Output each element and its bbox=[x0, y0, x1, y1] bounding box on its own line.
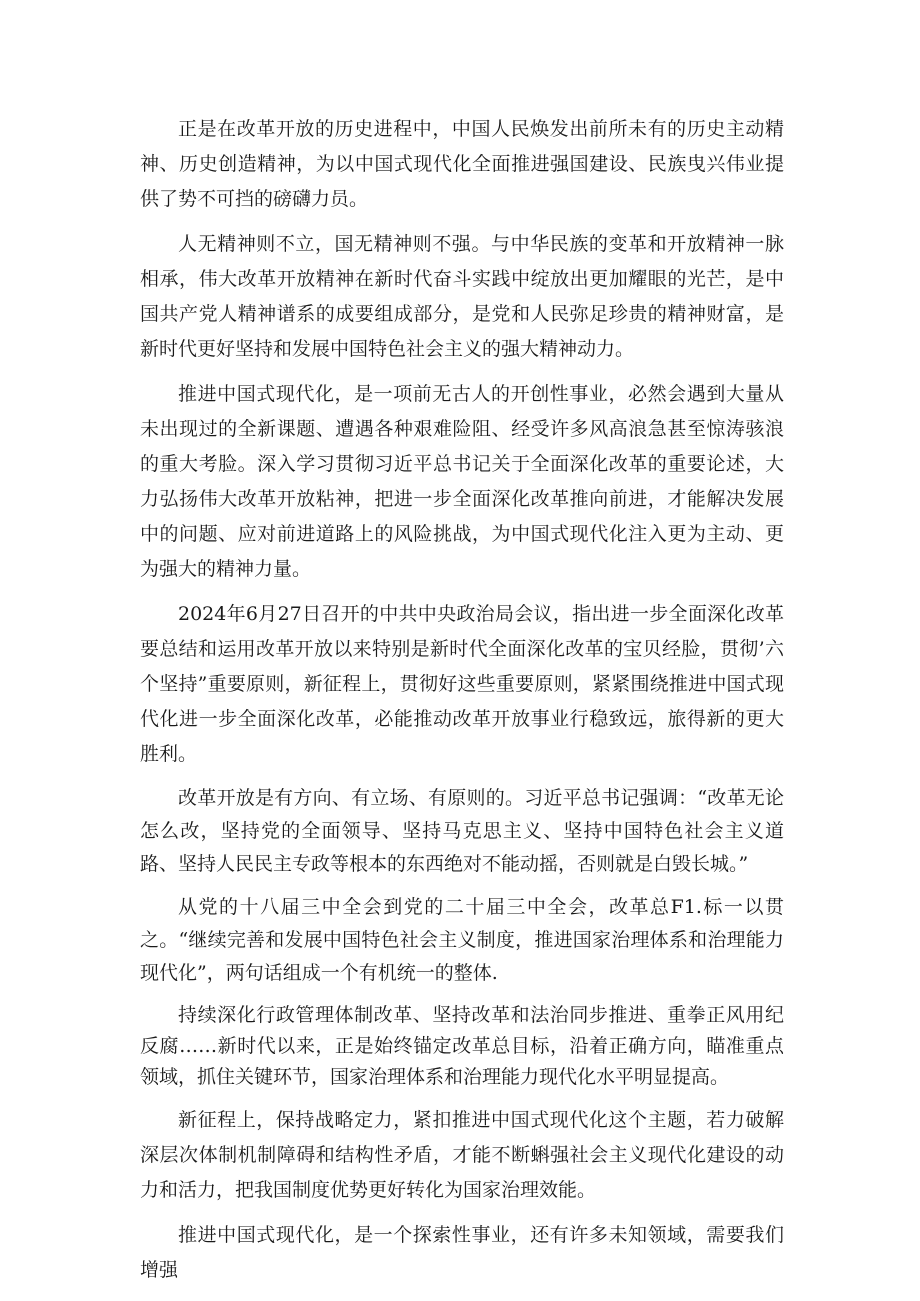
paragraph-5: 改革开放是有方向、有立场、有原则的。习近平总书记强调：“改革无论怎么改，坚持党的全面领导、坚持马克思主义、坚持中国特色社会主义道路、坚持人民民主专政等根本的东西绝对不能动摇，否则就是白毁长城。” bbox=[140, 787, 784, 875]
paragraph-2: 人无精神则不立，国无精神则不强。与中华民族的变革和开放精神一脉相承，伟大改革开放精神在新时代奋斗实践中绽放出更加耀眼的光芒，是中国共产党人精神谱系的成要组成部分，是党和人民弥足珍贵的精神财富，是新时代更好坚持和发展中国特色社会主义的强大精神动力。 bbox=[140, 233, 784, 360]
paragraph-9: 推进中国式现代化，是一个探索性事业，还有许多未知领域，需要我们增强 bbox=[140, 1224, 784, 1281]
paragraph-1: 正是在改革开放的历史进程中，中国人民焕发出前所未有的历史主动精神、历史创造精神，为以中国式现代化全面推进强国建设、民族曳兴伟业提供了势不可挡的磅礴力员。 bbox=[140, 118, 784, 210]
paragraph-4: 2024年6月27日召开的中共中央政治局会议，指出进一步全面深化改革要总结和运用改革开放以来特别是新时代全面深化改革的宝贝经脸，贯彻’六个坚持”重要原则，新征程上，贯彻好这些重要原则，紧紧围绕推进中国式现代化进一步全面深化改革，必能推动改革开放事业行稳致远，旅得新的更大胜利。 bbox=[140, 603, 784, 765]
paragraph-7: 持续深化行政管理体制改革、坚持改革和法治同步推进、重拳正风用纪反腐……新时代以来，正是始终锚定改革总目标，沿着正确方向，瞄准重点领域，抓住关键环节，国家治理体系和治理能力现代化水平明显提高。 bbox=[140, 1004, 784, 1088]
document-body bbox=[140, 112, 784, 1298]
paragraph-3: 推进中国式现代化，是一项前无古人的开创性事业，必然会遇到大量从未出现过的全新课题、遭遇各种艰难险阻、经受许多风高浪急甚至惊涛骇浪的重大考脸。深入学习贯彻习近平总书记关于全面深化改革的重要论述，大力弘扬伟大改革开放粘神，把进一步全面深化改革推向前进，才能解决发展中的问题、应对前进道路上的风险挑战，为中国式现代化注入更为主动、更为强大的精神力量。 bbox=[140, 383, 784, 580]
paragraph-8: 新征程上，保持战略定力，紧扣推进中国式现代化这个主题，若力破解深层次体制机制障碍和结构性矛盾，才能不断蝌强社会主义现代化建设的动力和活力，把我国制度优势更好转化为国家治理效能。 bbox=[140, 1109, 784, 1201]
paragraph-6: 从党的十八届三中全会到党的二十届三中全会，改革总F1.标一以贯之。“继续完善和发展中国特色社会主义制度，推进国家治理体系和治理能力现代化”，两句话组成一个有机统一的整体. bbox=[140, 896, 784, 984]
